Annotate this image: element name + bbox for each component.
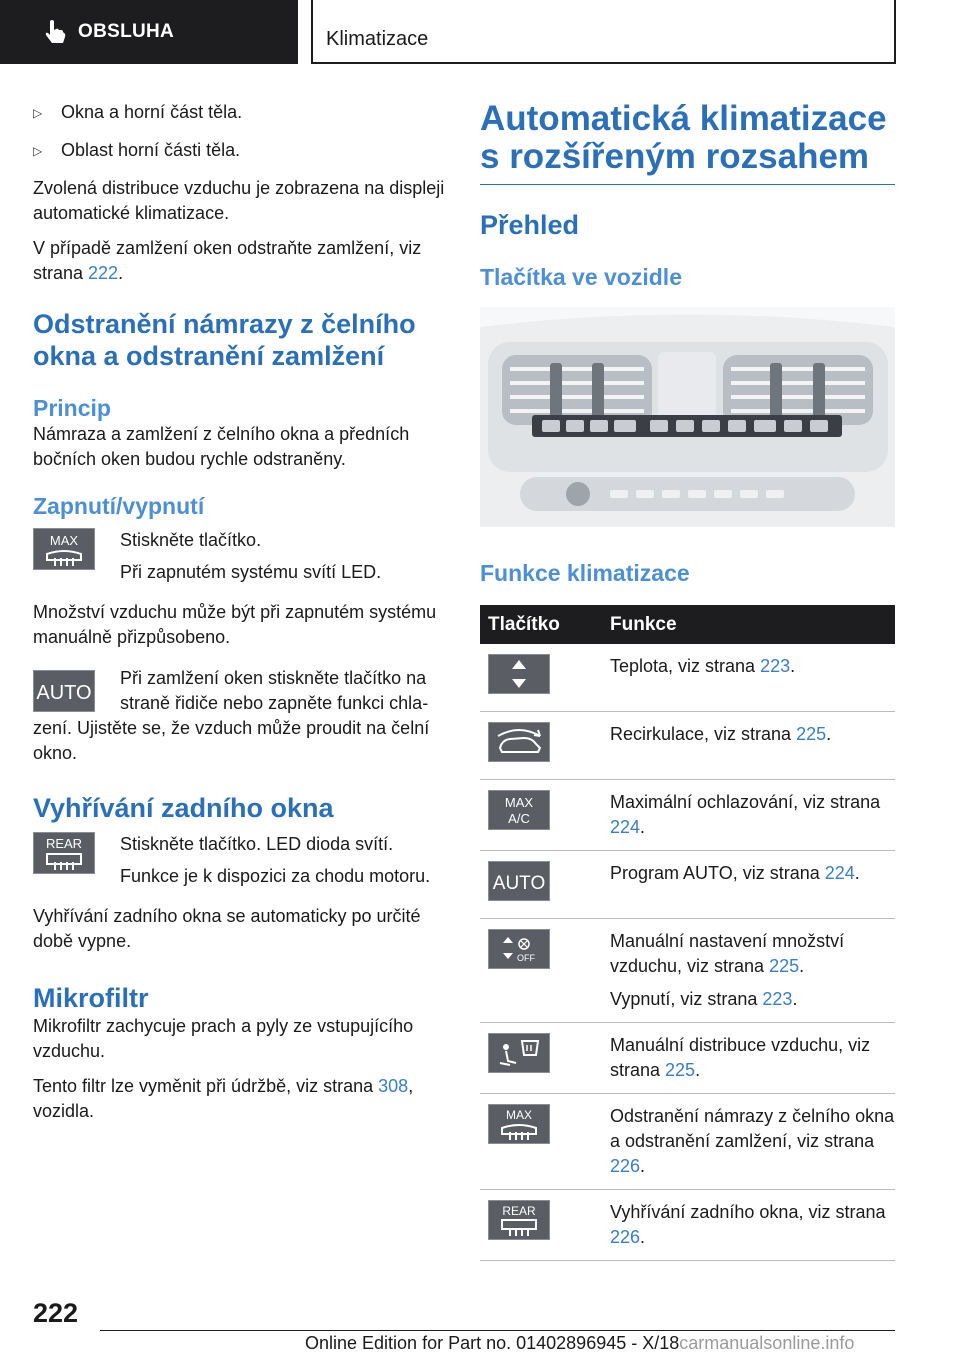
functions-table <box>480 605 895 1261</box>
paragraph: Námraza a zamlžení z čelního okna a předních bočních oken budou rychle odstraněny. <box>33 424 410 469</box>
watermark: carmanualsonline.info <box>679 1333 855 1353</box>
max-ac-icon <box>488 790 550 830</box>
air-distribution-icon <box>488 1033 550 1073</box>
svg-text:MAX: MAX <box>504 795 534 810</box>
page-link[interactable]: 225 <box>769 956 800 976</box>
svg-text:AUTO: AUTO <box>492 873 546 894</box>
page-link[interactable]: 223 <box>762 989 793 1009</box>
paragraph: Mikrofiltr zachycuje prach a pyly ze vstupujícího vzduchu. <box>33 1016 414 1061</box>
paragraph: Tento filtr lze vyměnit při údržbě, viz strana 308, vozidla. <box>33 1076 414 1121</box>
hand-pointer-icon <box>44 19 66 45</box>
table-header-row <box>480 605 895 644</box>
heading-princip: Princip <box>33 395 111 421</box>
left-column <box>33 100 445 1134</box>
table-row: MAX A/C Maximální ochlazování, viz strana 224. <box>480 780 895 851</box>
section-tab <box>0 0 298 64</box>
table-row: Recirkulace, viz strana 225. <box>480 712 895 780</box>
max-defrost-icon <box>488 1104 550 1144</box>
chapter-title: Klimatizace <box>311 0 896 64</box>
rear-defrost-row <box>33 832 445 896</box>
heading-functions: Funkce klimatizace <box>480 560 690 586</box>
page-link[interactable]: 308 <box>378 1076 409 1096</box>
triangle-bullet-icon: ▷ <box>33 106 43 120</box>
footer-divider <box>100 1330 895 1331</box>
auto-program-icon <box>488 861 550 901</box>
page-link[interactable]: 226 <box>610 1156 641 1176</box>
rear-defrost-icon <box>33 832 95 874</box>
table-row: OFF Manuální nastavení množství vzduchu, viz strana 225. Vypnutí, viz strana 223. <box>480 919 895 1023</box>
divider <box>480 184 895 185</box>
right-column <box>480 100 895 1261</box>
auto-program-icon <box>33 670 95 712</box>
fan-off-icon <box>488 929 550 969</box>
auto-row <box>33 666 445 766</box>
footer-edition: Online Edition for Part no. 01402896945 - X/18carmanualsonline.info <box>305 1333 855 1353</box>
svg-text:AUTO: AUTO <box>36 682 92 704</box>
page-link[interactable]: 226 <box>610 1227 641 1247</box>
max-defrost-icon <box>33 528 95 570</box>
table-row: REAR Vyhřívání zadního okna, viz strana 226. <box>480 1190 895 1261</box>
heading-defrost: Odstranění námrazy z čelního okna a odstranění zamlžení <box>33 309 416 371</box>
temperature-arrows-icon <box>488 654 550 694</box>
heading-buttons: Tlačítka ve vozidle <box>480 264 682 290</box>
rear-defrost-icon <box>488 1200 550 1240</box>
page-link[interactable]: 223 <box>760 656 791 676</box>
table-row: Teplota, viz strana 223. <box>480 644 895 712</box>
paragraph: Funkce je k dispozici za chodu motoru. <box>120 866 431 886</box>
table-row: MAX Odstranění námrazy z čelního okna a odstranění zamlžení, viz strana 226. <box>480 1094 895 1190</box>
page-link[interactable]: 224 <box>824 863 855 883</box>
col-header-function: Funkce <box>610 605 895 644</box>
paragraph: Stiskněte tlačítko. LED dioda svítí. <box>120 834 394 854</box>
svg-text:MAX: MAX <box>505 1108 533 1122</box>
svg-text:A/C: A/C <box>508 811 530 826</box>
paragraph: Množství vzduchu může být při zapnutém systému manuálně přizpůsobeno. <box>33 602 437 647</box>
vehicle-controls-photo <box>480 307 895 527</box>
section-label: OBSLUHA <box>78 21 175 42</box>
table-row: Manuální distribuce vzduchu, viz strana 225. <box>480 1023 895 1094</box>
page-link[interactable]: 225 <box>796 724 827 744</box>
page-link[interactable]: 225 <box>665 1060 696 1080</box>
table-row: AUTO Program AUTO, viz strana 224. <box>480 851 895 919</box>
paragraph: Při zamlžení oken stiskněte tlačítko na straně řidiče nebo zapněte funkci chlazení. Ujistěte se, že vzduch může proudit na čelní okno. <box>33 668 430 763</box>
max-defrost-row <box>33 528 445 592</box>
svg-text:REAR: REAR <box>45 836 83 851</box>
paragraph: Zvolená distribuce vzduchu je zobrazena na displeji automatické klimatizace. <box>33 178 445 223</box>
heading-overview: Přehled <box>480 210 580 240</box>
paragraph: Při zapnutém systému svítí LED. <box>120 562 382 582</box>
heading-filter: Mikrofiltr <box>33 983 149 1013</box>
heading-rear: Vyhřívání zadního okna <box>33 793 334 823</box>
page-number: 222 <box>33 1298 79 1328</box>
paragraph: Stiskněte tlačítko. <box>120 530 262 550</box>
list-item: ▷ Okna a horní část těla. <box>33 100 445 126</box>
list-item: ▷ Oblast horní části těla. <box>33 138 445 164</box>
recirculation-icon <box>488 722 550 762</box>
paragraph: V případě zamlžení oken odstraňte zamlžení, viz strana 222. <box>33 238 422 283</box>
page-link[interactable]: 222 <box>88 263 119 283</box>
paragraph: Vyhřívání zadního okna se automaticky po určité době vypne. <box>33 906 421 951</box>
triangle-bullet-icon: ▷ <box>33 144 43 158</box>
svg-text:OFF: OFF <box>517 953 535 963</box>
heading-main: Automatická klimatizace s rozšířeným rozsahem <box>480 99 887 176</box>
svg-text:REAR: REAR <box>502 1204 536 1218</box>
heading-onoff: Zapnutí/vypnutí <box>33 493 205 519</box>
svg-text:MAX: MAX <box>49 533 79 548</box>
col-header-button: Tlačítko <box>480 605 610 644</box>
page-link[interactable]: 224 <box>610 817 641 837</box>
